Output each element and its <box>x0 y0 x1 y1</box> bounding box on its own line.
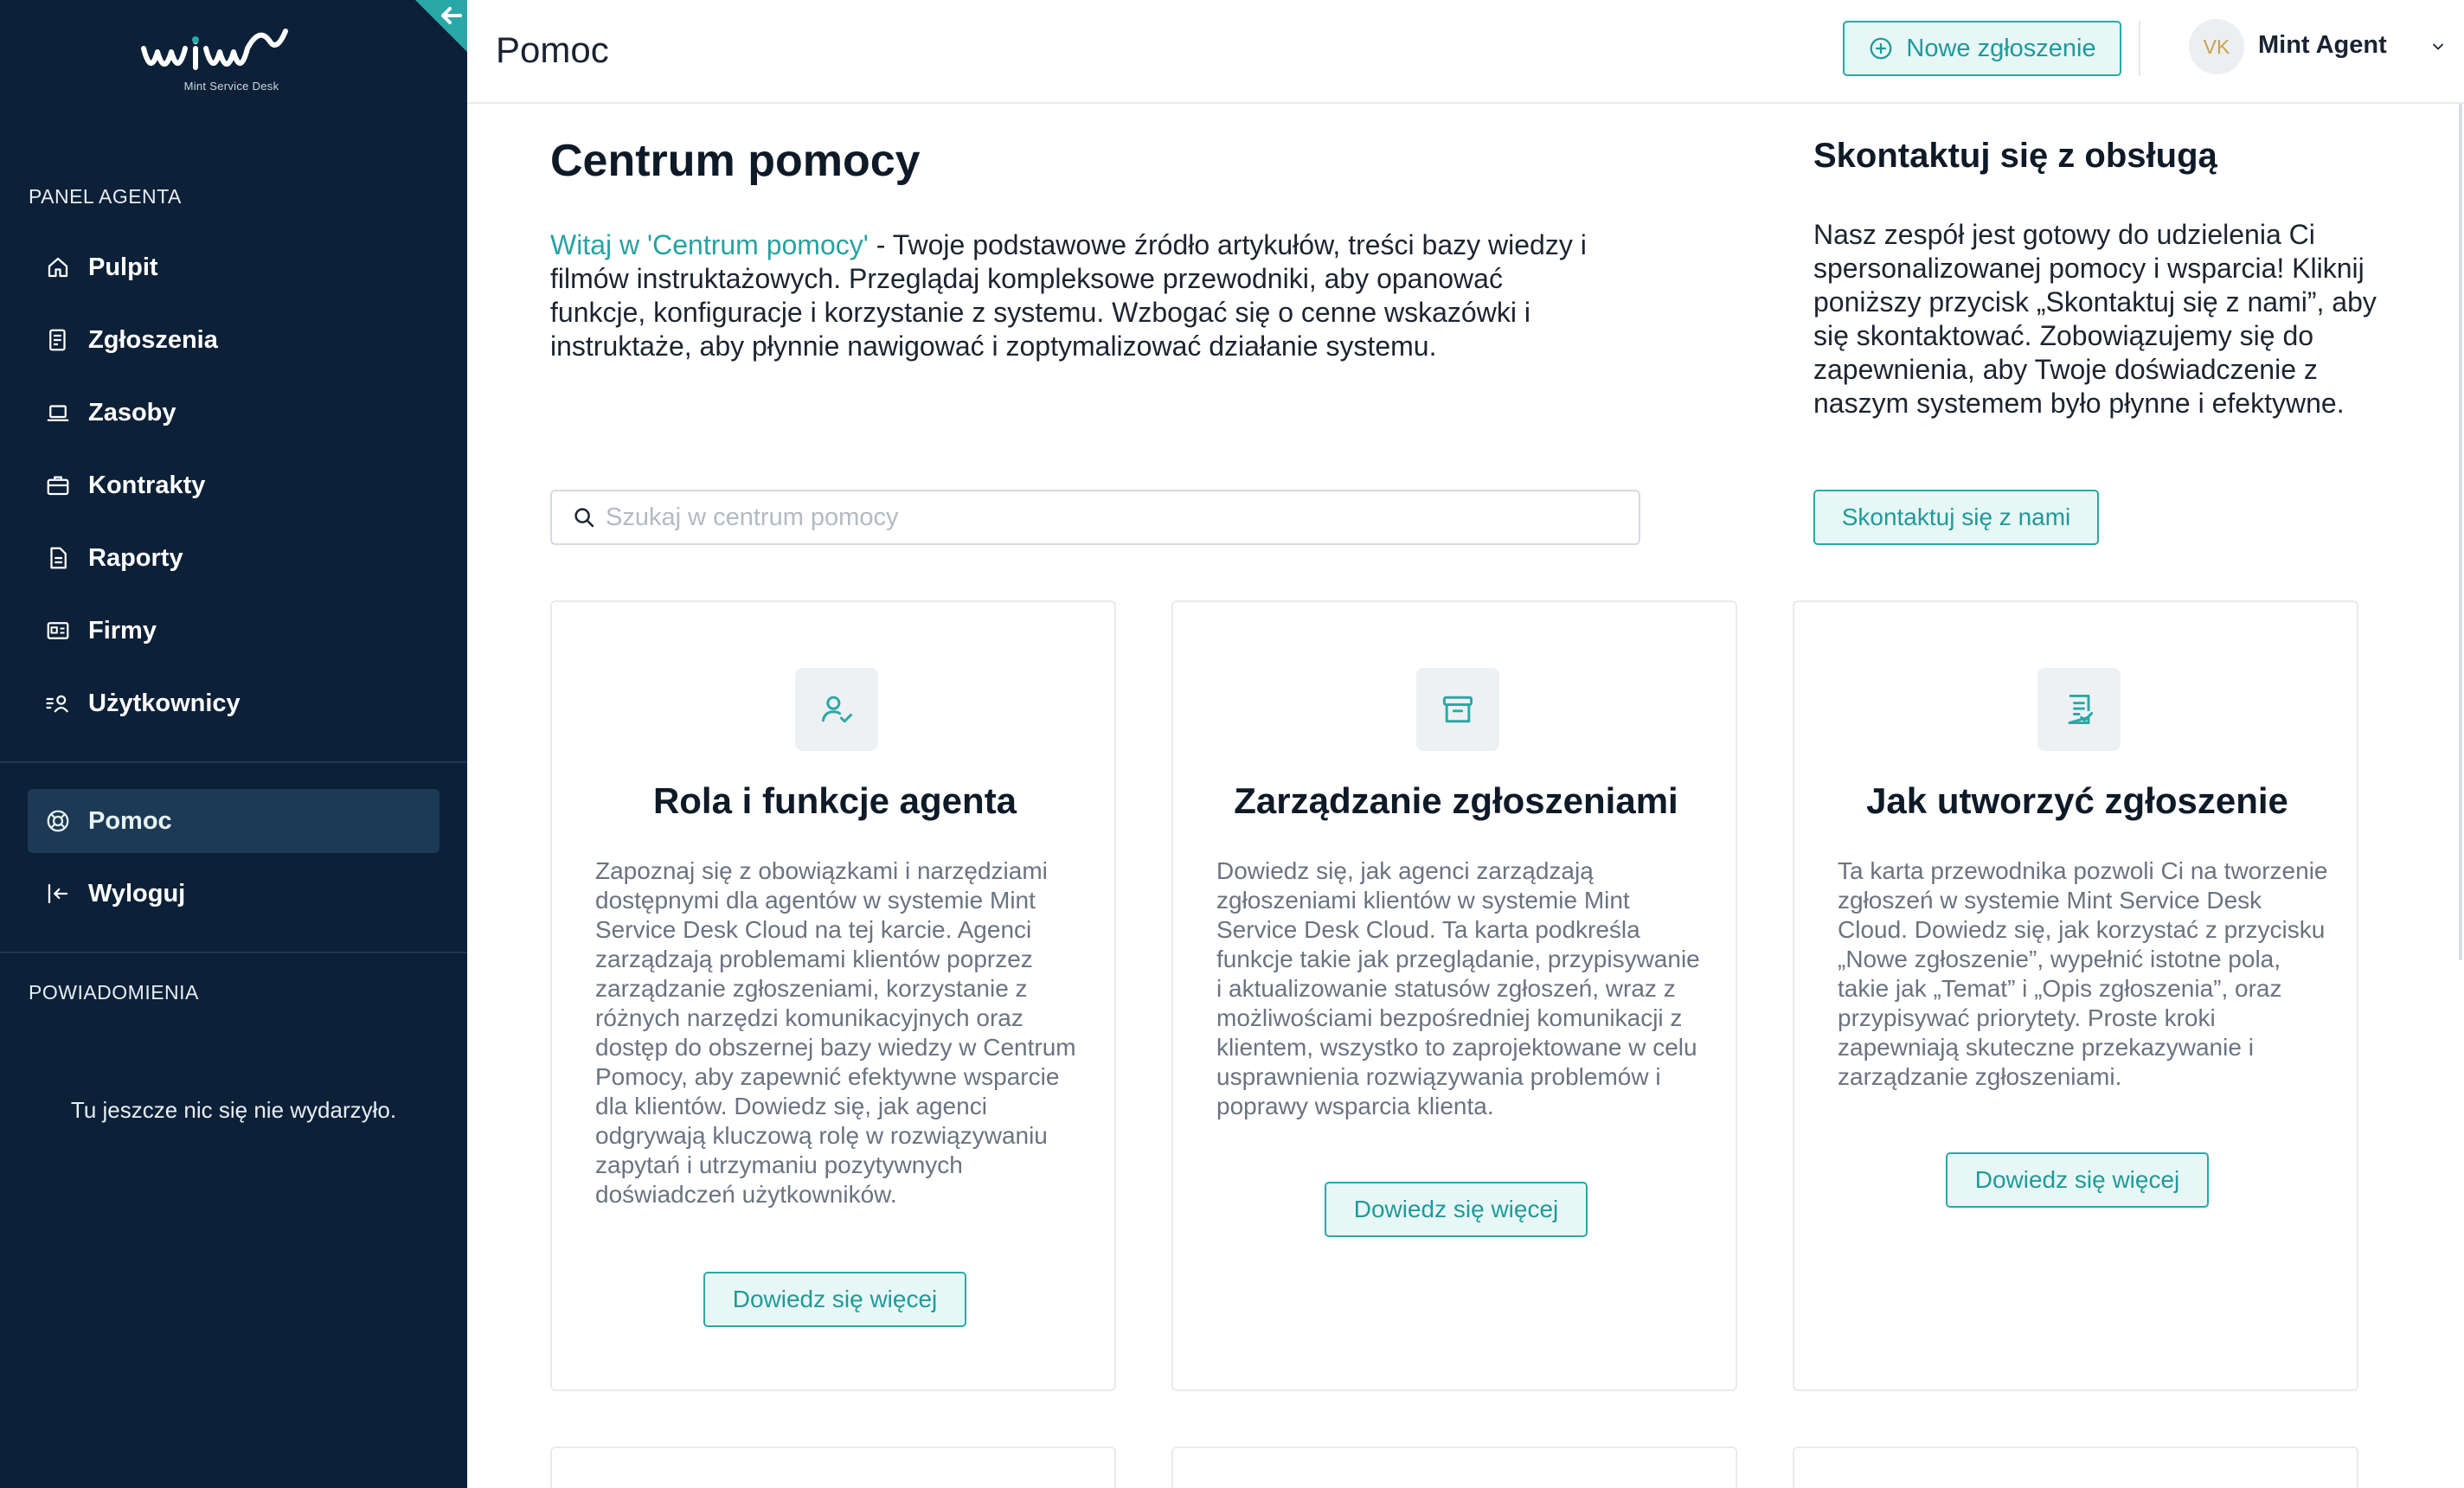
help-card-partial <box>1793 1446 2358 1488</box>
top-bar <box>467 0 2464 104</box>
learn-more-button[interactable]: Dowiedz się więcej <box>703 1272 966 1327</box>
intro-accent: Witaj w 'Centrum pomocy' <box>550 229 869 260</box>
contact-support-heading: Skontaktuj się z obsługą <box>1813 137 2217 175</box>
avatar[interactable]: VK <box>2189 19 2244 74</box>
mint-logo-icon <box>138 22 324 78</box>
arrow-left-icon <box>415 0 467 52</box>
sidebar-item-zasoby[interactable] <box>28 381 440 445</box>
header-separator <box>2139 21 2140 76</box>
sidebar-item-label: Raporty <box>88 543 183 572</box>
document-check-icon <box>2037 668 2121 751</box>
card-title: Jak utworzyć zgłoszenie <box>1866 780 2288 821</box>
sidebar-item-zgloszenia[interactable] <box>28 308 440 372</box>
sidebar-item-pulpit[interactable] <box>28 235 440 299</box>
main-scrollbar[interactable] <box>2459 104 2462 960</box>
sidebar-item-label: Firmy <box>88 616 157 645</box>
sidebar-item-label: Użytkownicy <box>88 689 241 717</box>
sidebar-item-pomoc[interactable] <box>28 789 440 853</box>
laptop-icon <box>43 398 73 427</box>
intro-text: - Twoje podstawowe źródło artykułów, treści bazy wiedzy i filmów instruktażowych. Przeglądaj kompleksowe przewodniki, aby opanować funkcje, konfiguracje i korzystanie z systemu. Wzbogać się o cenne wskazówki i instruktaże, aby płynnie nawigować i zoptymalizować działanie systemu. <box>550 229 1587 362</box>
page-title: Pomoc <box>496 29 609 70</box>
contact-support-text: Nasz zespół jest gotowy do udzielenia Ci spersonalizowanej pomocy i wsparcia! Kliknij poniższy przycisk „Skontaktuj się z nami”, aby się skontaktować. Zobowiązujemy się do zapewnienia, aby Twoje doświadczenie z naszym systemem było płynne i efektywne. <box>1813 219 2377 419</box>
sidebar-item-label: Pomoc <box>88 806 172 835</box>
new-ticket-label: Nowe zgłoszenie <box>1906 34 2096 62</box>
report-icon <box>43 543 73 573</box>
sidebar-item-raporty[interactable] <box>28 526 440 590</box>
archive-box-icon <box>1416 668 1499 751</box>
sidebar-item-firmy[interactable] <box>28 599 440 663</box>
sidebar-item-label: Zgłoszenia <box>88 325 218 354</box>
chevron-down-icon[interactable] <box>2429 38 2447 60</box>
sidebar-item-kontrakty[interactable] <box>28 453 440 517</box>
help-search-field[interactable] <box>550 490 1640 545</box>
sidebar-divider <box>0 761 467 763</box>
help-card-agent-role <box>550 600 1116 1391</box>
card-title: Rola i funkcje agenta <box>652 780 1017 821</box>
sidebar-item-label: Zasoby <box>88 398 176 427</box>
sidebar-item-uzytkownicy[interactable] <box>28 671 440 735</box>
help-card-create-ticket <box>1793 600 2358 1391</box>
card-body: Dowiedz się, jak agenci zarządzają zgłoszeniami klientów w systemie Mint Service Desk Cloud. Ta karta podkreśla funkcje takie jak przeglądanie, przypisywanie i aktualizowanie statusów zgłoszeń, wraz z możliwościami bezpośredniej komunikacji z klientem, wszystko to zaprojektowane w celu usprawnienia rozwiązywania problemów i poprawy wsparcia klienta. <box>1216 857 1700 1119</box>
plus-circle-icon <box>1868 35 1894 61</box>
logo-subtitle: Mint Service Desk <box>183 80 279 93</box>
learn-more-button[interactable]: Dowiedz się więcej <box>1325 1182 1588 1237</box>
agent-panel-heading: PANEL AGENTA <box>29 185 182 208</box>
users-icon <box>43 689 73 718</box>
search-icon <box>571 504 597 530</box>
card-body: Zapoznaj się z obowiązkami i narzędziami dostępnymi dla agentów w systemie Mint Service Desk Cloud na tej karcie. Agenci zarządzają problemami klientów poprzez zarządzanie zgłoszeniami, korzystanie z różnych narzędzi komunikacyjnych oraz dostęp do obszernej bazy wiedzy w Centrum Pomocy, aby zapewnić efektywne wsparcie dla klientów. Dowiedz się, jak agenci odgrywają kluczową rolę w rozwiązywaniu zapytań i utrzymaniu pozytywnych doświadczeń użytkowników. <box>595 857 1076 1208</box>
lifebuoy-icon <box>43 806 73 836</box>
new-ticket-button[interactable] <box>1843 21 2121 76</box>
logout-icon <box>43 879 73 908</box>
sidebar-item-label: Kontrakty <box>88 471 206 499</box>
contact-us-button[interactable]: Skontaktuj się z nami <box>1813 490 2099 545</box>
collapse-sidebar-button[interactable] <box>415 0 467 52</box>
help-card-partial <box>1171 1446 1737 1488</box>
user-menu-name[interactable]: Mint Agent <box>2258 31 2387 59</box>
logo <box>138 22 324 93</box>
tickets-icon <box>43 325 73 355</box>
help-search-input[interactable] <box>606 503 1601 532</box>
sidebar <box>0 0 467 1488</box>
sidebar-item-label: Pulpit <box>88 253 158 281</box>
sidebar-item-label: Wyloguj <box>88 879 186 908</box>
help-center-heading: Centrum pomocy <box>550 136 921 186</box>
card-title: Zarządzanie zgłoszeniami <box>1234 780 1678 821</box>
notifications-empty-text: Tu jeszcze nic się nie wydarzyło. <box>70 1097 397 1123</box>
learn-more-button[interactable]: Dowiedz się więcej <box>1946 1152 2209 1208</box>
company-card-icon <box>43 616 73 645</box>
briefcase-icon <box>43 471 73 500</box>
user-check-icon <box>795 668 878 751</box>
sidebar-divider <box>0 952 467 953</box>
help-card-partial <box>550 1446 1116 1488</box>
sidebar-item-wyloguj[interactable] <box>28 862 440 926</box>
home-icon <box>43 253 73 282</box>
help-center-intro <box>550 228 1588 363</box>
card-body: Ta karta przewodnika pozwoli Ci na tworzenie zgłoszeń w systemie Mint Service Desk Cloud. Dowiedz się, jak korzystać z przycisku „Nowe zgłoszenie”, wypełnić istotne pola, takie jak „Temat” i „Opis zgłoszenia”, oraz przypisywać priorytety. Proste kroki zapewniają skuteczne przekazywanie i zarządzanie zgłoszeniami. <box>1838 857 2328 1090</box>
help-card-ticket-management <box>1171 600 1737 1391</box>
notifications-heading: POWIADOMIENIA <box>29 981 199 1004</box>
